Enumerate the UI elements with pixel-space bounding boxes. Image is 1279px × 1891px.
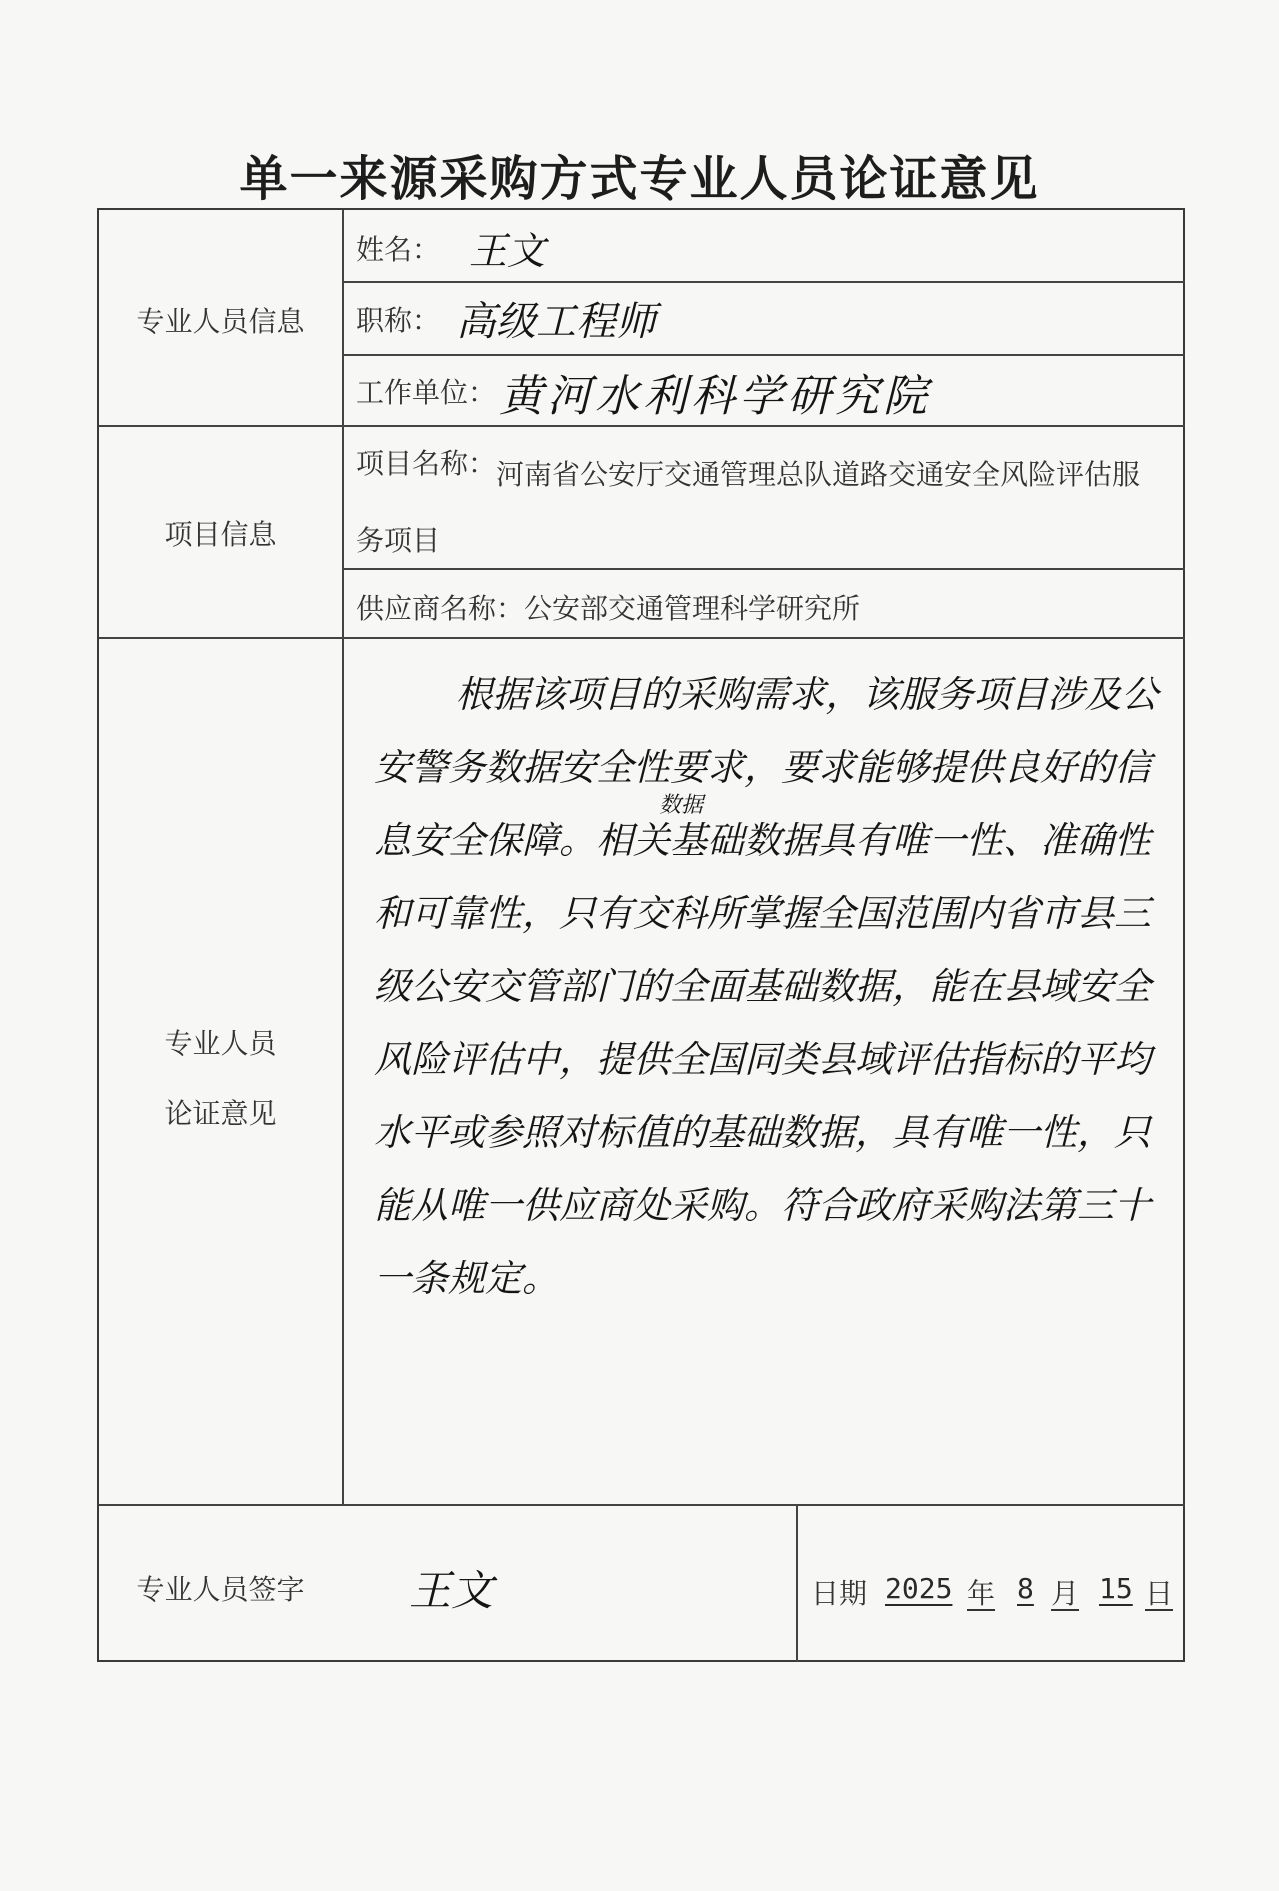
employer-value: 黄河水利科学研究院 — [499, 371, 931, 422]
title-label: 职称： — [356, 304, 441, 337]
opinion-text: 根据该项目的采购需求，该服务项目涉及公安警务数据安全性要求，要求能够提供良好的信息安全保障。相关基础数据具有唯一性、准确性和可靠性，只有交科所掌握全国范围内省市县三级公安交管部门的全面基础数据，能在县域安全风险评估中，提供全国同类县域评估指标的平均水平或参照对标值的基础数据，具有唯一性，只能从唯一供应商处采购。符合政府采购法第三十一条规定。 — [374, 673, 1159, 1300]
date-year-unit: 年 — [967, 1577, 996, 1610]
section-divider-opinion — [99, 637, 1185, 639]
row-divider-name — [342, 281, 1185, 283]
insert-note: 数据 — [659, 793, 704, 818]
supplier-label: 供应商名称： — [356, 592, 525, 625]
name-value: 王文 — [469, 229, 546, 273]
signature-date-divider — [796, 1504, 798, 1662]
date-month-unit: 月 — [1051, 1577, 1080, 1610]
date-day: 15 — [1099, 1572, 1133, 1605]
column-divider — [342, 210, 344, 1504]
date-year: 2025 — [885, 1572, 953, 1605]
opinion-label-line2: 论证意见 — [164, 1097, 277, 1130]
supplier-value: 公安部交通管理科学研究所 — [524, 592, 861, 625]
row-divider-title — [342, 354, 1185, 356]
page-title: 单一来源采购方式专业人员论证意见 — [239, 151, 1040, 207]
opinion-form — [97, 208, 1185, 1662]
signature-label: 专业人员签字 — [136, 1573, 305, 1606]
project-name-value: 河南省公安厅交通管理总队道路交通安全风险评估服务项目 — [356, 458, 1141, 557]
section-divider-signature — [99, 1504, 1185, 1506]
date-day-unit: 日 — [1145, 1577, 1174, 1610]
date-label: 日期 — [811, 1577, 868, 1610]
employer-label: 工作单位： — [356, 376, 497, 409]
professional-info-label: 专业人员信息 — [136, 305, 305, 338]
opinion-label-line1: 专业人员 — [164, 1027, 277, 1060]
title-value: 高级工程师 — [456, 299, 656, 345]
section-divider-project — [99, 425, 1185, 427]
project-name-label: 项目名称： — [356, 447, 497, 480]
signature-value: 王文 — [409, 1566, 494, 1615]
name-label: 姓名： — [356, 233, 441, 266]
date-month: 8 — [1017, 1572, 1034, 1605]
project-info-label: 项目信息 — [164, 518, 277, 551]
